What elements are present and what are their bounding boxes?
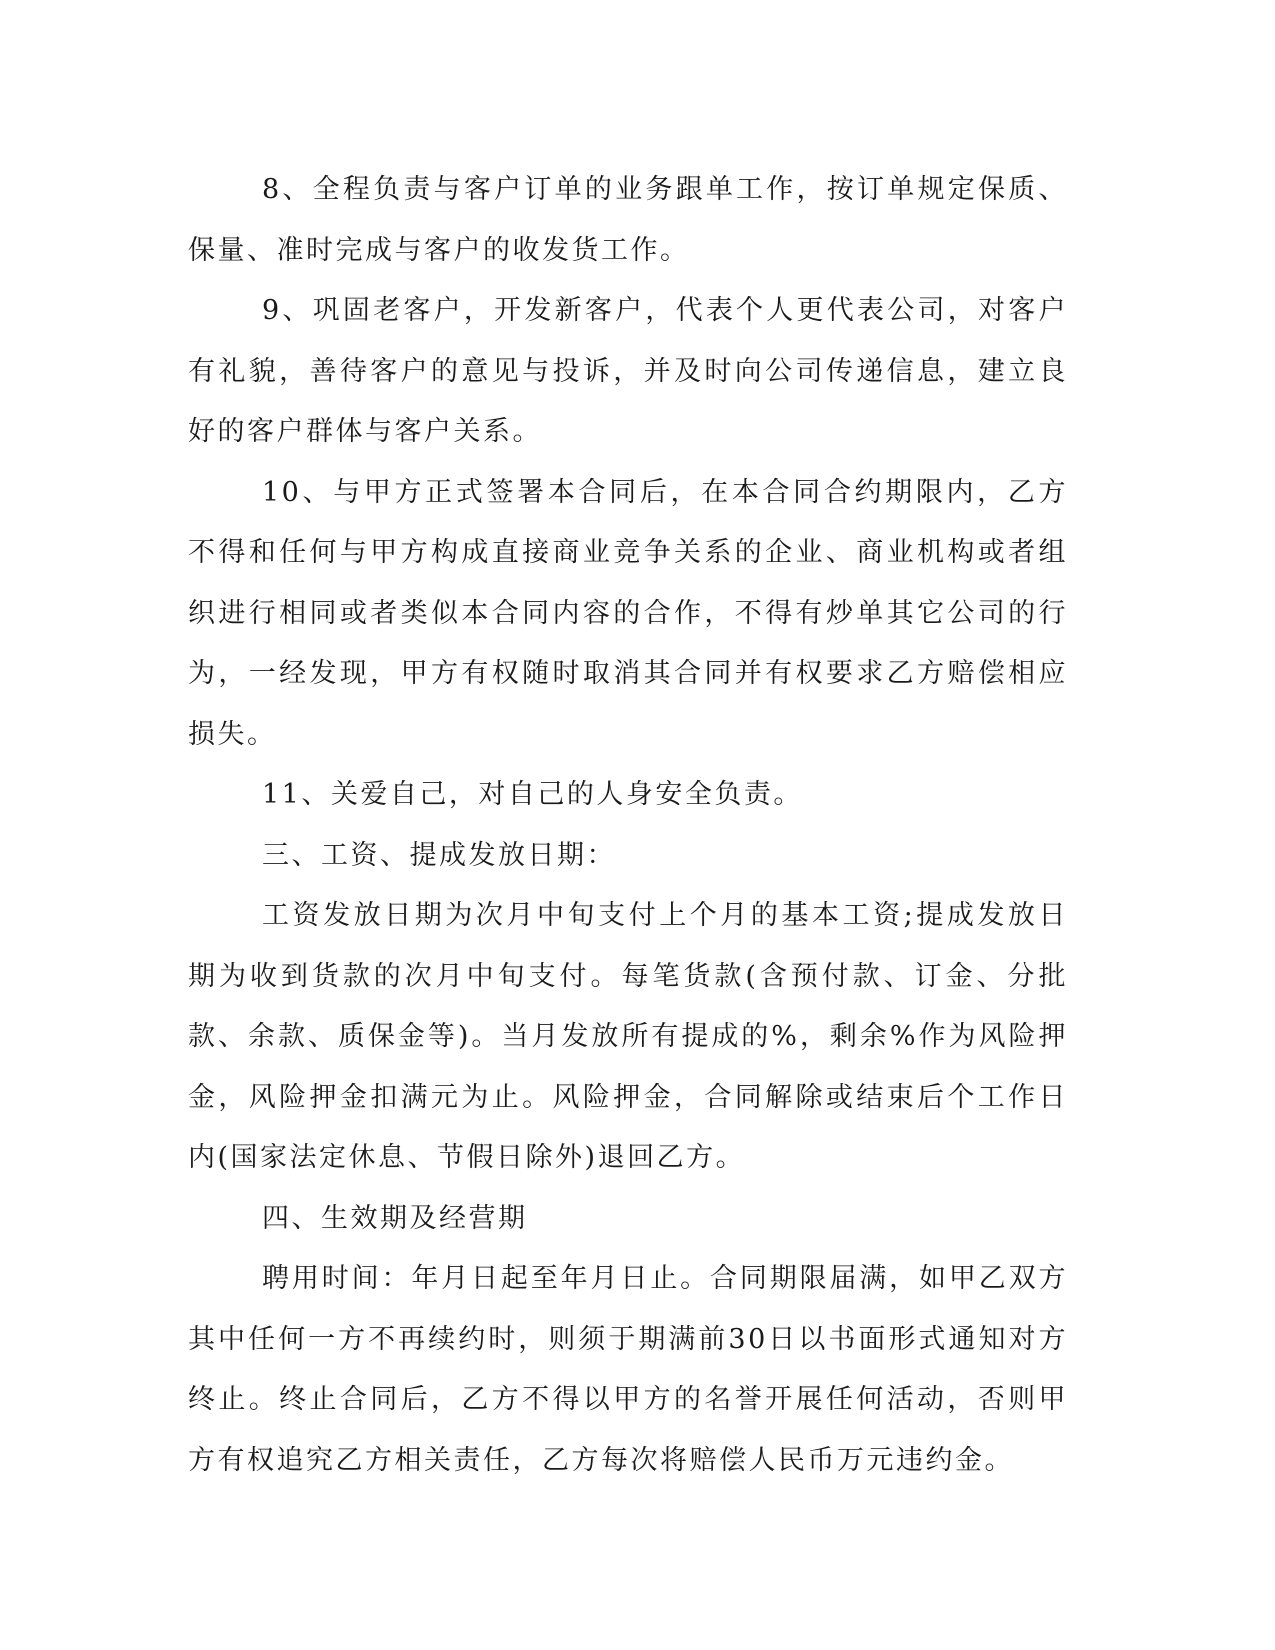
section-heading-salary: 三、工资、提成发放日期： [262, 839, 616, 871]
section-heading-term: 四、生效期及经营期 [262, 1202, 528, 1234]
term-paragraph: 聘用时间：年月日起至年月日止。合同期限届满，如甲乙双方其中任何一方不再续约时，则须于期满前30日以书面形式通知对方终止。终止合同后，乙方不得以甲方的名誉开展任何活动，否则甲方有权追究乙方相关责任，乙方每次将赔偿人民币万元违约金。 [188, 1263, 1068, 1476]
document-body [188, 160, 1068, 1491]
clause-10: 10、与甲方正式签署本合同后，在本合同合约期限内，乙方不得和任何与甲方构成直接商业竞争关系的企业、商业机构或者组织进行相同或者类似本合同内容的合作，不得有炒单其它公司的行为，一经发现，甲方有权随时取消其合同并有权要求乙方赔偿相应损失。 [188, 476, 1068, 750]
clause-8: 8、全程负责与客户订单的业务跟单工作，按订单规定保质、保量、准时完成与客户的收发货工作。 [188, 174, 1068, 266]
salary-paragraph: 工资发放日期为次月中旬支付上个月的基本工资;提成发放日期为收到货款的次月中旬支付。每笔货款(含预付款、订金、分批款、余款、质保金等)。当月发放所有提成的%，剩余%作为风险押金，风险押金扣满元为止。风险押金，合同解除或结束后个工作日内(国家法定休息、节假日除外)退回乙方。 [188, 900, 1068, 1173]
clause-11: 11、关爱自己，对自己的人身安全负责。 [262, 779, 803, 810]
clause-9: 9、巩固老客户，开发新客户，代表个人更代表公司，对客户有礼貌，善待客户的意见与投诉，并及时向公司传递信息，建立良好的客户群体与客户关系。 [188, 295, 1068, 447]
